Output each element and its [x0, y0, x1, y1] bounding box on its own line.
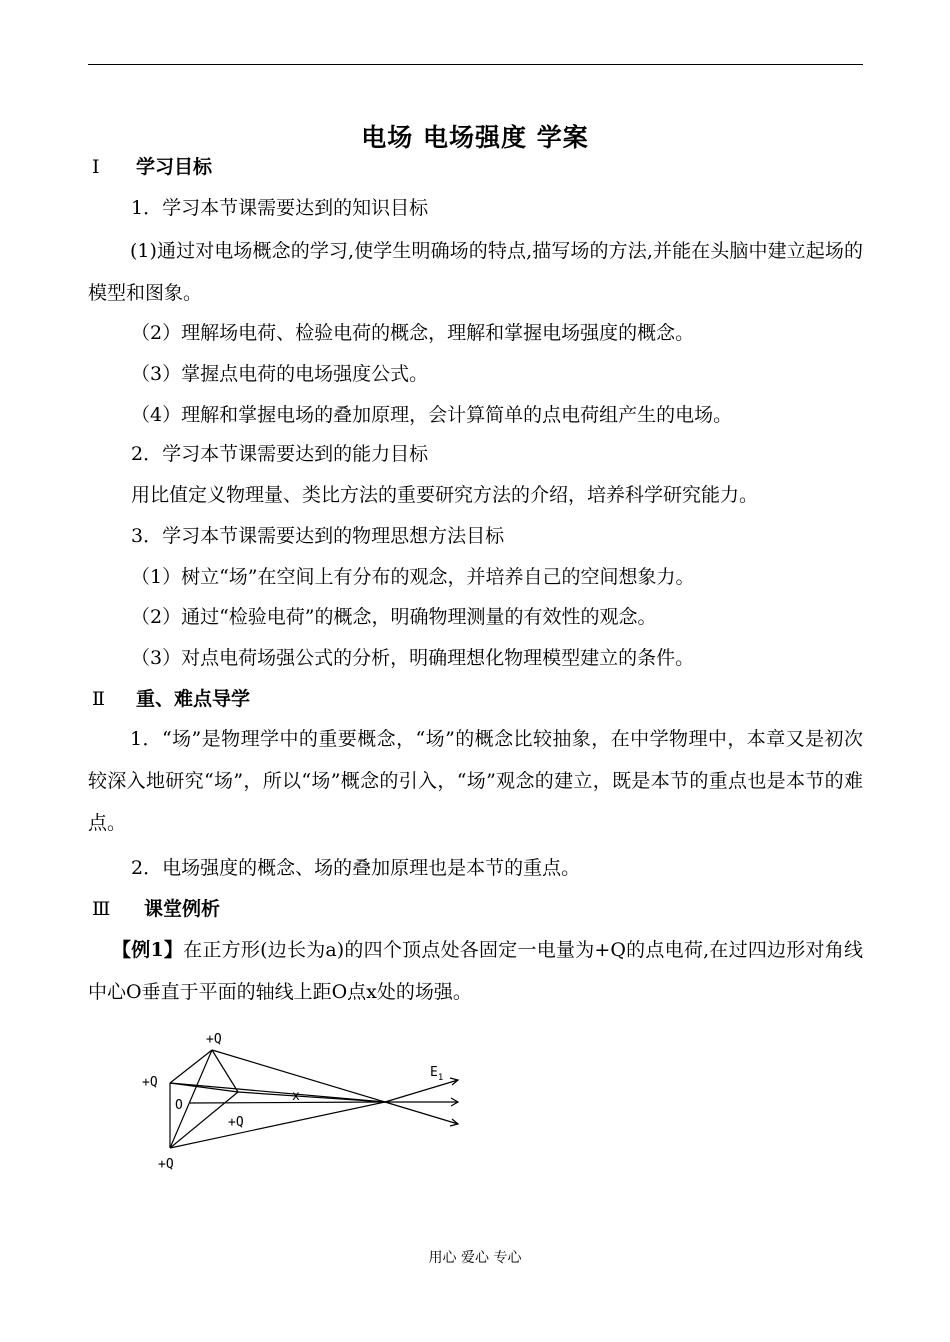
distance-label: x: [292, 1089, 300, 1104]
objective-item-3: 3．学习本节课需要达到的物理思想方法目标: [131, 525, 505, 547]
field-label: [430, 1065, 443, 1083]
section-1-title: 学习目标: [136, 156, 213, 178]
section-3-title: 课堂例析: [144, 898, 221, 920]
example-1-label: 【例1】: [112, 939, 184, 961]
field-line-inner: [238, 1092, 385, 1102]
objective-item-1: 1．学习本节课需要达到的知识目标: [131, 197, 429, 219]
charge-label-top: +Q: [206, 1032, 222, 1047]
objective-paragraph-8: （3）对点电荷场强公式的分析，明确理想化物理模型建立的条件。: [131, 647, 695, 669]
objective-item-2: 2．学习本节课需要达到的能力目标: [131, 443, 429, 465]
objective-paragraph-1: (1)通过对电场概念的学习,使学生明确场的特点,描写场的方法,并能在头脑中建立起场的模型和图象。: [88, 240, 863, 304]
objective-paragraph-5: 用比值定义物理量、类比方法的重要研究方法的介绍，培养科学研究能力。: [131, 484, 759, 506]
objective-paragraph-3: （3）掌握点电荷的电场强度公式。: [131, 363, 429, 385]
charge-label-inner: +Q: [228, 1115, 244, 1130]
charge-label-left: +Q: [142, 1075, 158, 1090]
field-label-letter: E: [430, 1065, 438, 1080]
keypoints-paragraph-2: 2．电场强度的概念、场的叠加原理也是本节的重点。: [131, 857, 581, 879]
objective-paragraph-2: （2）理解场电荷、检验电荷的概念，理解和掌握电场强度的概念。: [131, 322, 695, 344]
page-footer: 用心 爱心 专心: [428, 1250, 522, 1266]
page-title: 电场 电场强度 学案: [361, 123, 589, 152]
header-rule: [88, 64, 863, 65]
axis-line: [190, 1102, 385, 1103]
field-vector-lower: [385, 1102, 458, 1124]
section-1-heading: [92, 154, 212, 180]
keypoints-paragraph-1: 1．“场”是物理学中的重要概念，“场”的概念比较抽象，在中学物理中，本章又是初次较深入地研究“场”，所以“场”概念的引入，“场”观念的建立，既是本节的重点也是本节的难点。: [88, 728, 863, 834]
charge-label-bottom: +Q: [158, 1157, 174, 1172]
section-1-numeral: Ⅰ: [92, 156, 100, 178]
example-1-paragraph: [88, 929, 863, 1013]
objective-paragraph-6: （1）树立“场”在空间上有分布的观念，并培养自己的空间想象力。: [131, 566, 695, 588]
field-label-subscript: 1: [437, 1073, 444, 1083]
section-3-numeral: Ⅲ: [92, 898, 111, 920]
diagram-edge: [170, 1050, 212, 1083]
center-label: O: [175, 1098, 183, 1113]
objective-paragraph-4: （4）理解和掌握电场的叠加原理，会计算简单的点电荷组产生的电场。: [131, 404, 733, 426]
section-2-title: 重、难点导学: [136, 688, 251, 710]
section-3-heading: [92, 896, 220, 922]
field-vector-e1: [385, 1080, 458, 1102]
example-1-text: 在正方形(边长为a)的四个顶点处各固定一电量为+Q的点电荷,在过四边形对角线中心O垂直于平面的轴线上距O点x处的场强。: [88, 939, 863, 1003]
section-2-heading: [92, 686, 250, 712]
section-2-numeral: Ⅱ: [92, 688, 105, 710]
objective-paragraph-7: （2）通过“检验电荷”的概念，明确物理测量的有效性的观念。: [131, 606, 657, 628]
charge-diagram: [140, 1028, 470, 1178]
field-line-bottom: [170, 1102, 385, 1148]
